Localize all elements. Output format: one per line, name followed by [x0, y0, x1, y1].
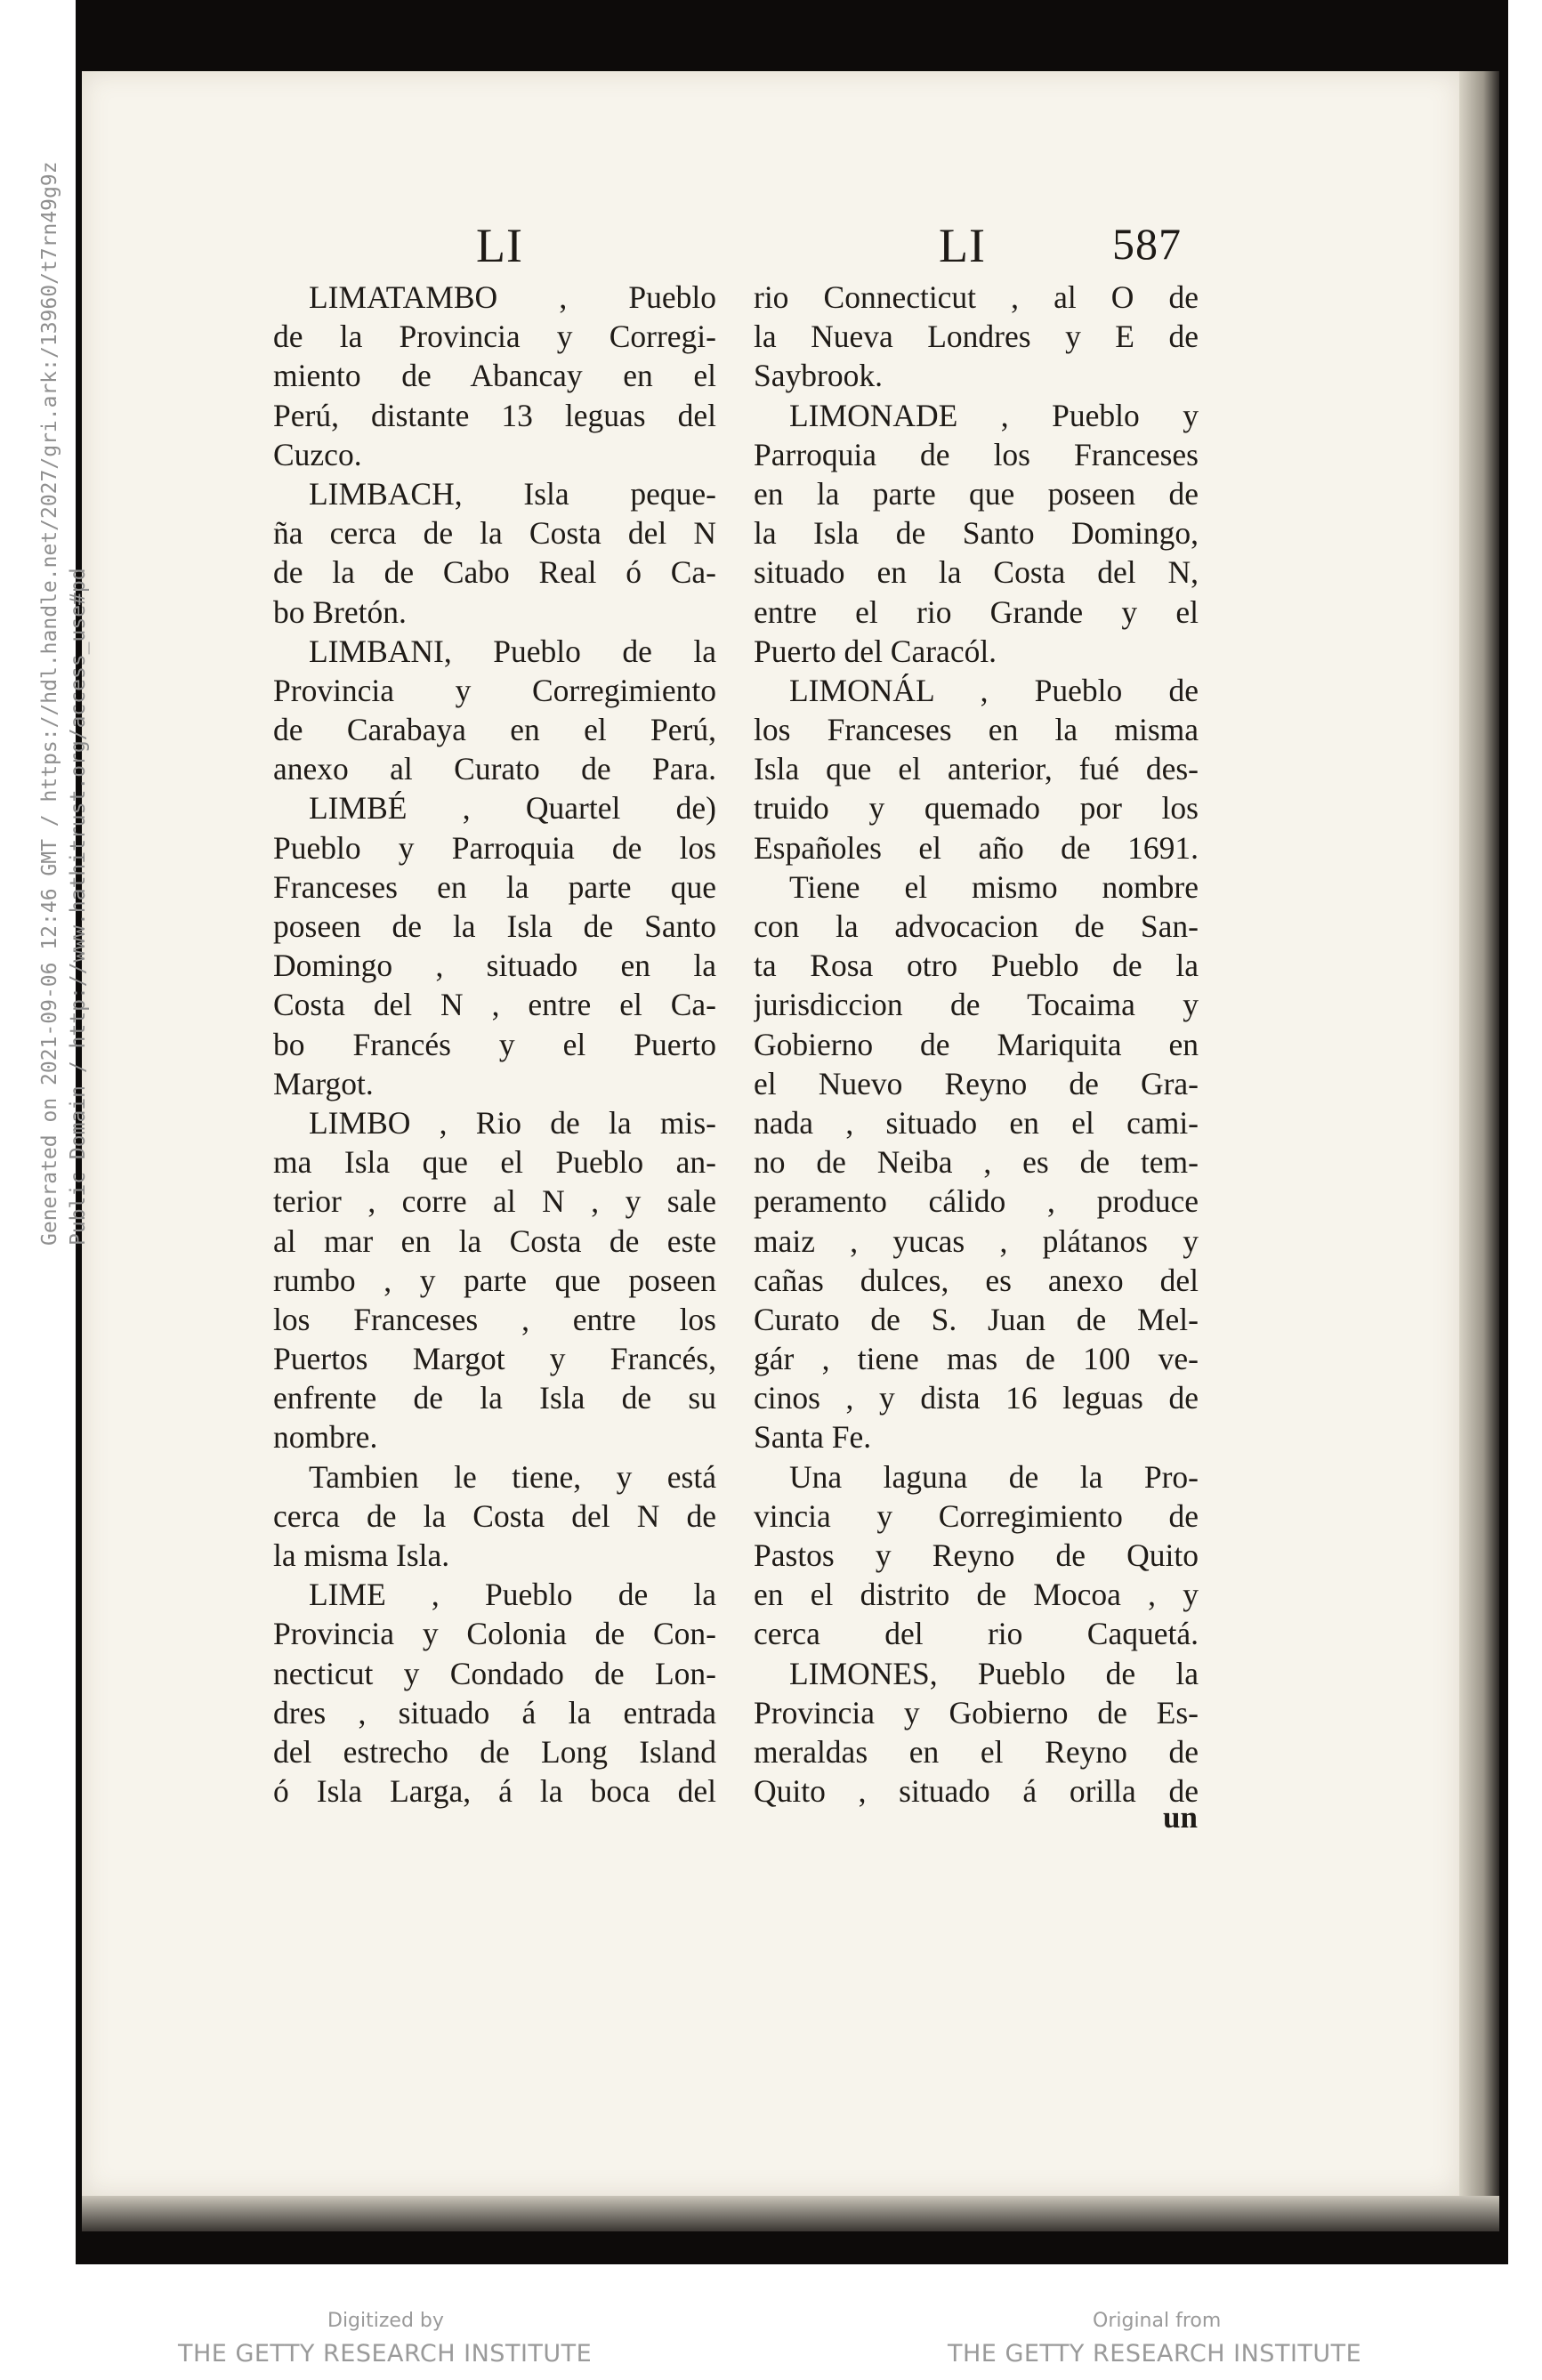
catchword: un	[1163, 1800, 1198, 1835]
text-line: truido y quemado por los	[754, 790, 1199, 827]
text-line: LIME , Pueblo de la	[309, 1577, 716, 1613]
text-line: bo Francés y el Puerto	[273, 1026, 716, 1062]
text-line: rumbo , y parte que poseen	[273, 1262, 716, 1298]
text-line: Provincia y Colonia de Con-	[273, 1616, 716, 1652]
text-line: situado en la Costa del N,	[754, 554, 1199, 591]
digitized-institution: THE GETTY RESEARCH INSTITUTE	[178, 2340, 593, 2368]
text-line: nombre.	[273, 1419, 378, 1456]
text-line: terior , corre al N , y sale	[273, 1183, 716, 1220]
text-line: el Nuevo Reyno de Gra-	[754, 1065, 1199, 1101]
text-line: ta Rosa otro Pueblo de la	[754, 948, 1199, 984]
text-line: de Carabaya en el Perú,	[273, 712, 716, 748]
page-edge	[1459, 71, 1499, 2224]
text-line: rio Connecticut , al O de	[754, 279, 1199, 315]
text-line: miento de Abancay en el	[273, 358, 716, 394]
text-line: LIMBÉ , Quartel de)	[309, 790, 716, 827]
watermark-line-1: Generated on 2021-09-06 12:46 GMT / https://hdl.handle.net/2027/gri.ark:/13960/t7rn49g9z	[38, 161, 61, 1246]
text-line: Costa del N , entre el Ca-	[273, 987, 716, 1023]
text-line: Tambien le tiene, y está	[309, 1458, 716, 1495]
text-line: ña cerca de la Costa del N	[273, 515, 716, 552]
page-number: 587	[1112, 219, 1182, 269]
text-line: cerca del rio Caquetá.	[754, 1616, 1199, 1652]
text-line: los Franceses en la misma	[754, 712, 1199, 748]
text-column-right	[754, 278, 1199, 1811]
text-line: cerca de la Costa del N de	[273, 1497, 716, 1534]
text-line: Franceses en la parte que	[273, 868, 716, 905]
running-header-left: LI	[476, 219, 523, 272]
watermark-text	[36, 161, 93, 1246]
text-line: Tiene el mismo nombre	[789, 868, 1199, 905]
text-line: Margot.	[273, 1065, 374, 1101]
text-line: Provincia y Gobierno de Es-	[754, 1694, 1199, 1731]
text-line: cañas dulces, es anexo del	[754, 1262, 1199, 1298]
text-line: al mar en la Costa de este	[273, 1222, 716, 1259]
original-label: Original from	[1093, 2310, 1222, 2332]
text-line: Curato de S. Juan de Mel-	[754, 1301, 1199, 1337]
text-line: LIMONES, Pueblo de la	[789, 1655, 1199, 1691]
text-line: Perú, distante 13 leguas del	[273, 397, 716, 433]
text-line: peramento cálido , produce	[754, 1183, 1199, 1220]
text-line: enfrente de la Isla de su	[273, 1380, 716, 1416]
text-line: en la parte que poseen de	[754, 475, 1199, 512]
text-line: dres , situado á la entrada	[273, 1694, 716, 1731]
text-line: nada , situado en el cami-	[754, 1104, 1199, 1141]
text-line: Una laguna de la Pro-	[789, 1458, 1199, 1495]
text-line: Santa Fe.	[754, 1419, 872, 1456]
text-line: en el distrito de Mocoa , y	[754, 1577, 1199, 1613]
running-header-right: LI	[939, 219, 986, 272]
text-line: cinos , y dista 16 leguas de	[754, 1380, 1199, 1416]
text-line: Provincia y Corregimiento	[273, 672, 716, 708]
text-line: maiz , yucas , plátanos y	[754, 1222, 1199, 1259]
text-line: la Isla de Santo Domingo,	[754, 515, 1199, 552]
text-line: Españoles el año de 1691.	[754, 829, 1199, 866]
text-line: Isla que el anterior, fué des-	[754, 751, 1199, 787]
text-line: bo Bretón.	[273, 593, 407, 630]
text-line: la Nueva Londres y E de	[754, 319, 1199, 355]
text-column-left	[273, 278, 716, 1811]
text-line: LIMBANI, Pueblo de la	[309, 633, 716, 669]
text-line: Saybrook.	[754, 358, 883, 394]
text-line: gár , tiene mas de 100 ve-	[754, 1341, 1199, 1377]
text-line: Puertos Margot y Francés,	[273, 1341, 716, 1377]
text-line: ma Isla que el Pueblo an-	[273, 1144, 716, 1181]
text-line: la misma Isla.	[273, 1537, 450, 1573]
text-line: vincia y Corregimiento de	[754, 1497, 1199, 1534]
text-line: Pastos y Reyno de Quito	[754, 1537, 1199, 1573]
text-line: de la de Cabo Real ó Ca-	[273, 554, 716, 591]
text-line: Domingo , situado en la	[273, 948, 716, 984]
text-line: Pueblo y Parroquia de los	[273, 829, 716, 866]
text-line: poseen de la Isla de Santo	[273, 908, 716, 944]
text-line: necticut y Condado de Lon-	[273, 1655, 716, 1691]
text-line: Cuzco.	[273, 436, 362, 472]
text-line: LIMONÁL , Pueblo de	[789, 672, 1199, 708]
original-institution: THE GETTY RESEARCH INSTITUTE	[948, 2340, 1362, 2368]
text-line: jurisdiccion de Tocaima y	[754, 987, 1199, 1023]
text-line: LIMBACH, Isla peque-	[309, 475, 716, 512]
page-bottom-edge	[82, 2196, 1499, 2231]
digitized-label: Digitized by	[327, 2310, 444, 2332]
text-line: anexo al Curato de Para.	[273, 751, 716, 787]
text-line: meraldas en el Reyno de	[754, 1733, 1199, 1770]
text-line: LIMATAMBO , Pueblo	[309, 279, 716, 315]
text-line: Puerto del Caracól.	[754, 633, 997, 669]
text-line: Quito , situado á orilla de	[754, 1773, 1199, 1810]
text-line: Parroquia de los Franceses	[754, 436, 1199, 472]
text-line: de la Provincia y Corregi-	[273, 319, 716, 355]
text-line: no de Neiba , es de tem-	[754, 1144, 1199, 1181]
text-line: los Franceses , entre los	[273, 1301, 716, 1337]
text-line: LIMONADE , Pueblo y	[789, 397, 1199, 433]
text-line: entre el rio Grande y el	[754, 593, 1199, 630]
text-line: ó Isla Larga, á la boca del	[273, 1773, 716, 1810]
text-line: con la advocacion de San-	[754, 908, 1199, 944]
text-line: del estrecho de Long Island	[273, 1733, 716, 1770]
text-line: Gobierno de Mariquita en	[754, 1026, 1199, 1062]
watermark-line-2: Public Domain / http://www.hathitrust.org/access_use#pd	[67, 568, 90, 1246]
text-line: LIMBO , Rio de la mis-	[309, 1104, 716, 1141]
